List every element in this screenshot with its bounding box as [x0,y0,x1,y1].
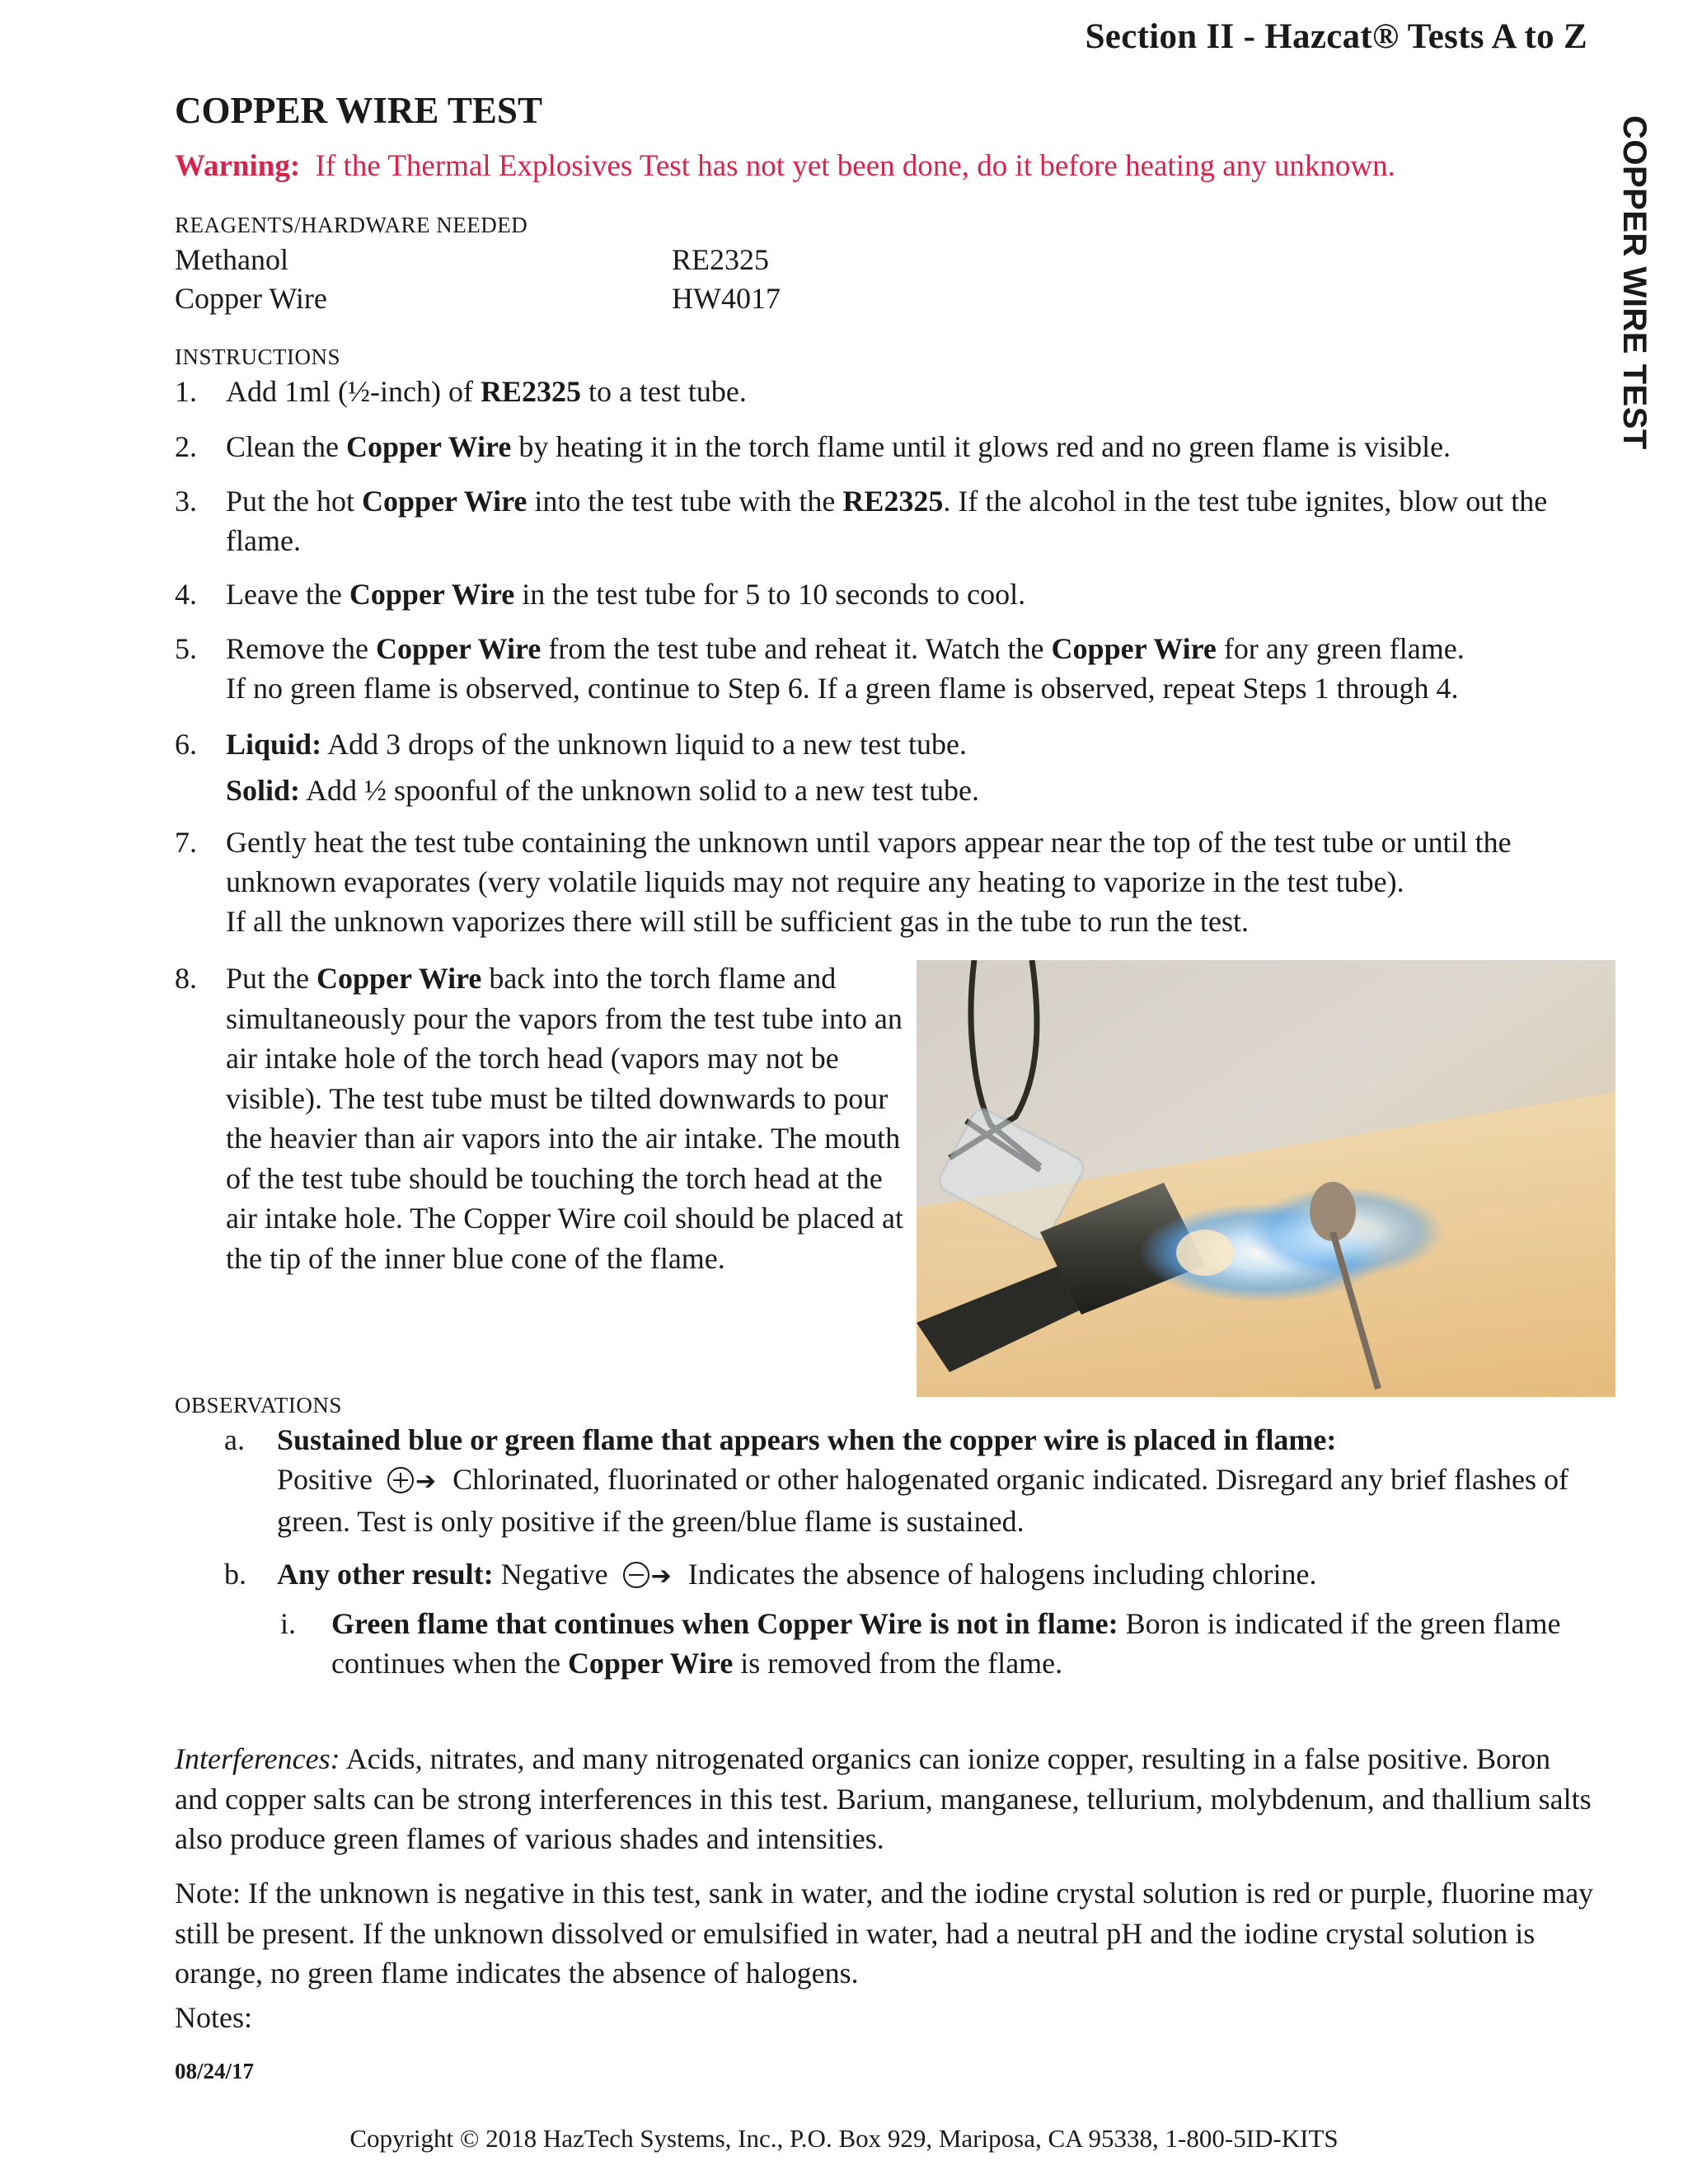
step-text: Put the [226,962,317,995]
observation-text: is removed from the flame. [733,1647,1063,1680]
observation-a [224,1420,1625,1541]
observation-heading: Green flame that continues when Copper Wire is not in flame: [331,1607,1118,1640]
solid-label: Solid: [226,774,301,807]
copper-wire-bold: Copper Wire [345,430,512,463]
side-tab-title: COPPER WIRE TEST [1616,115,1653,450]
step-text: Add ½ spoonful of the unknown solid to a new test tube. [300,774,979,807]
interferences-text: Acids, nitrates, and many nitrogenated organics can ionize copper, resulting in a false positive. Boron and copper salts can be strong interferences in this test. Barium, manganese, tellurium, molybdenum, and thallium salts also produce green flames of various shades and intensities. [175,1742,1592,1855]
instruction-step-1 [175,372,1592,411]
note-paragraph: Note: If the unknown is negative in this test, sank in water, and the iodine crystal solution is red or purple, fluorine may still be present. If the unknown dissolved or emulsified in water, had a neutral pH and the iodine crystal solution is orange, no green flame indicates the absence of halogens. [175,1877,1594,1990]
revision-date: 08/24/17 [175,2059,255,2083]
observation-heading: Sustained blue or green flame that appears when the copper wire is placed in flame: [277,1423,1337,1456]
instruction-step-6 [175,721,1592,813]
reagent-name: Copper Wire [175,282,327,315]
copper-wire-bold: Copper Wire [362,485,528,518]
observation-text: Chlorinated, fluorinated or other halogenated organic indicated. Disregard any brief flashes of green. Test is only positive if the green/blue flame is sustained. [277,1463,1569,1538]
reagent-name: Methanol [175,243,288,276]
instructions-label: INSTRUCTIONS [175,344,341,369]
observation-text: Indicates the absence of halogens including chlorine. [687,1558,1317,1591]
page-title: COPPER WIRE TEST [175,90,542,131]
warning-text: If the Thermal Explosives Test has not yet been done, do it before heating any unknown. [315,149,1395,183]
instruction-step-4 [175,574,1592,614]
step-text: to a test tube. [580,375,747,408]
instruction-step-5 [175,629,1592,708]
liquid-label: Liquid: [226,728,322,761]
reagent-code-bold: RE2325 [842,485,944,518]
step-number: 3. [175,485,197,518]
instruction-step-7 [175,823,1592,941]
step-text: If no green flame is observed, continue to Step 6. If a green flame is observed, repeat Steps 1 through 4. [226,672,1459,705]
interferences-paragraph [175,1739,1601,1859]
step-text: . If the alcohol in the test tube ignites, blow out the flame. [226,485,1548,557]
list-marker: a. [224,1423,245,1456]
copyright-footer: Copyright © 2018 HazTech Systems, Inc., P.O. Box 929, Mariposa, CA 95338, 1-800-5ID-KITS [349,2124,1339,2153]
step-number: 7. [175,826,197,859]
step-text: Gently heat the test tube containing the unknown until vapors appear near the top of the test tube or until the unknown evaporates (very volatile liquids may not require any heating to vaporize in the test tube). [226,826,1512,898]
step-number: 8. [175,962,197,995]
step-number: 1. [175,375,197,408]
step-number: 2. [175,430,197,463]
instruction-step-2 [175,427,1592,466]
step-text: for any green flame. [1216,632,1465,665]
list-marker: b. [224,1558,246,1591]
reagents-label: REAGENTS/HARDWARE NEEDED [175,213,528,237]
reagent-row [175,242,917,277]
copper-wire-bold: Copper Wire [567,1647,734,1680]
step-number: 5. [175,632,197,665]
reagent-code-bold: RE2325 [480,375,581,408]
instruction-step-3 [175,481,1592,560]
step-text: Remove the [226,632,376,665]
arrow-right-icon: ➔ [650,1562,672,1591]
step-text: Leave the [226,578,349,611]
observations-label: OBSERVATIONS [175,1393,342,1418]
copper-wire-bold: Copper Wire [349,578,515,611]
section-header: Section II - Hazcat® Tests A to Z [1085,17,1587,56]
list-marker: i. [280,1607,297,1640]
observation-text: Boron is indicated if the green flame continues when the [331,1607,1561,1680]
positive-icon [387,1467,414,1493]
copper-wire-bold: Copper Wire [375,632,542,665]
step-text: If all the unknown vaporizes there will still be sufficient gas in the tube to run the test. [226,905,1250,938]
reagent-row [175,281,917,316]
step-text: Put the hot [226,485,363,518]
observation-b [224,1554,1625,1596]
reagent-code: HW4017 [672,282,781,315]
step-text: into the test tube with the [527,485,843,518]
step-number: 4. [175,578,197,611]
copper-wire-bold: Copper Wire [1051,632,1217,665]
interferences-label: Interferences: [175,1742,340,1775]
instruction-step-8 [175,958,917,1278]
observation-i [280,1604,1615,1683]
step-text: from the test tube and reheat it. Watch the [541,632,1052,665]
step-text: in the test tube for 5 to 10 seconds to cool. [514,578,1026,611]
notes-label: Notes: [175,2001,252,2034]
observation-heading: Any other result: [277,1558,494,1591]
warning-label: Warning: [175,149,301,183]
copper-wire-bold: Copper Wire [316,962,482,995]
step-text: back into the torch flame and simultaneously pour the vapors from the test tube into an air intake hole of the torch head (vapors may not be visible). The test tube must be tilted downwards to pour the heavier than air vapors into the air intake. The mouth of the test tube should be touching the torch head at the air intake hole. The Copper Wire coil should be placed at the tip of the inner blue cone of the flame. [226,962,903,1275]
positive-label: Positive [277,1463,373,1496]
arrow-right-icon: ➔ [415,1467,437,1496]
negative-icon [623,1562,649,1588]
step-text: by heating it in the torch flame until it glows red and no green flame is visible. [511,430,1451,463]
step-text: Add 3 drops of the unknown liquid to a new test tube. [321,728,967,761]
negative-label: Negative [500,1558,608,1591]
reagent-code: RE2325 [672,243,770,276]
step-number: 6. [175,728,197,761]
step-text: Add 1ml (½-inch) of [226,375,481,408]
step-text: Clean the [226,430,346,463]
warning [175,148,1395,184]
torch-flame-photo [917,960,1615,1397]
